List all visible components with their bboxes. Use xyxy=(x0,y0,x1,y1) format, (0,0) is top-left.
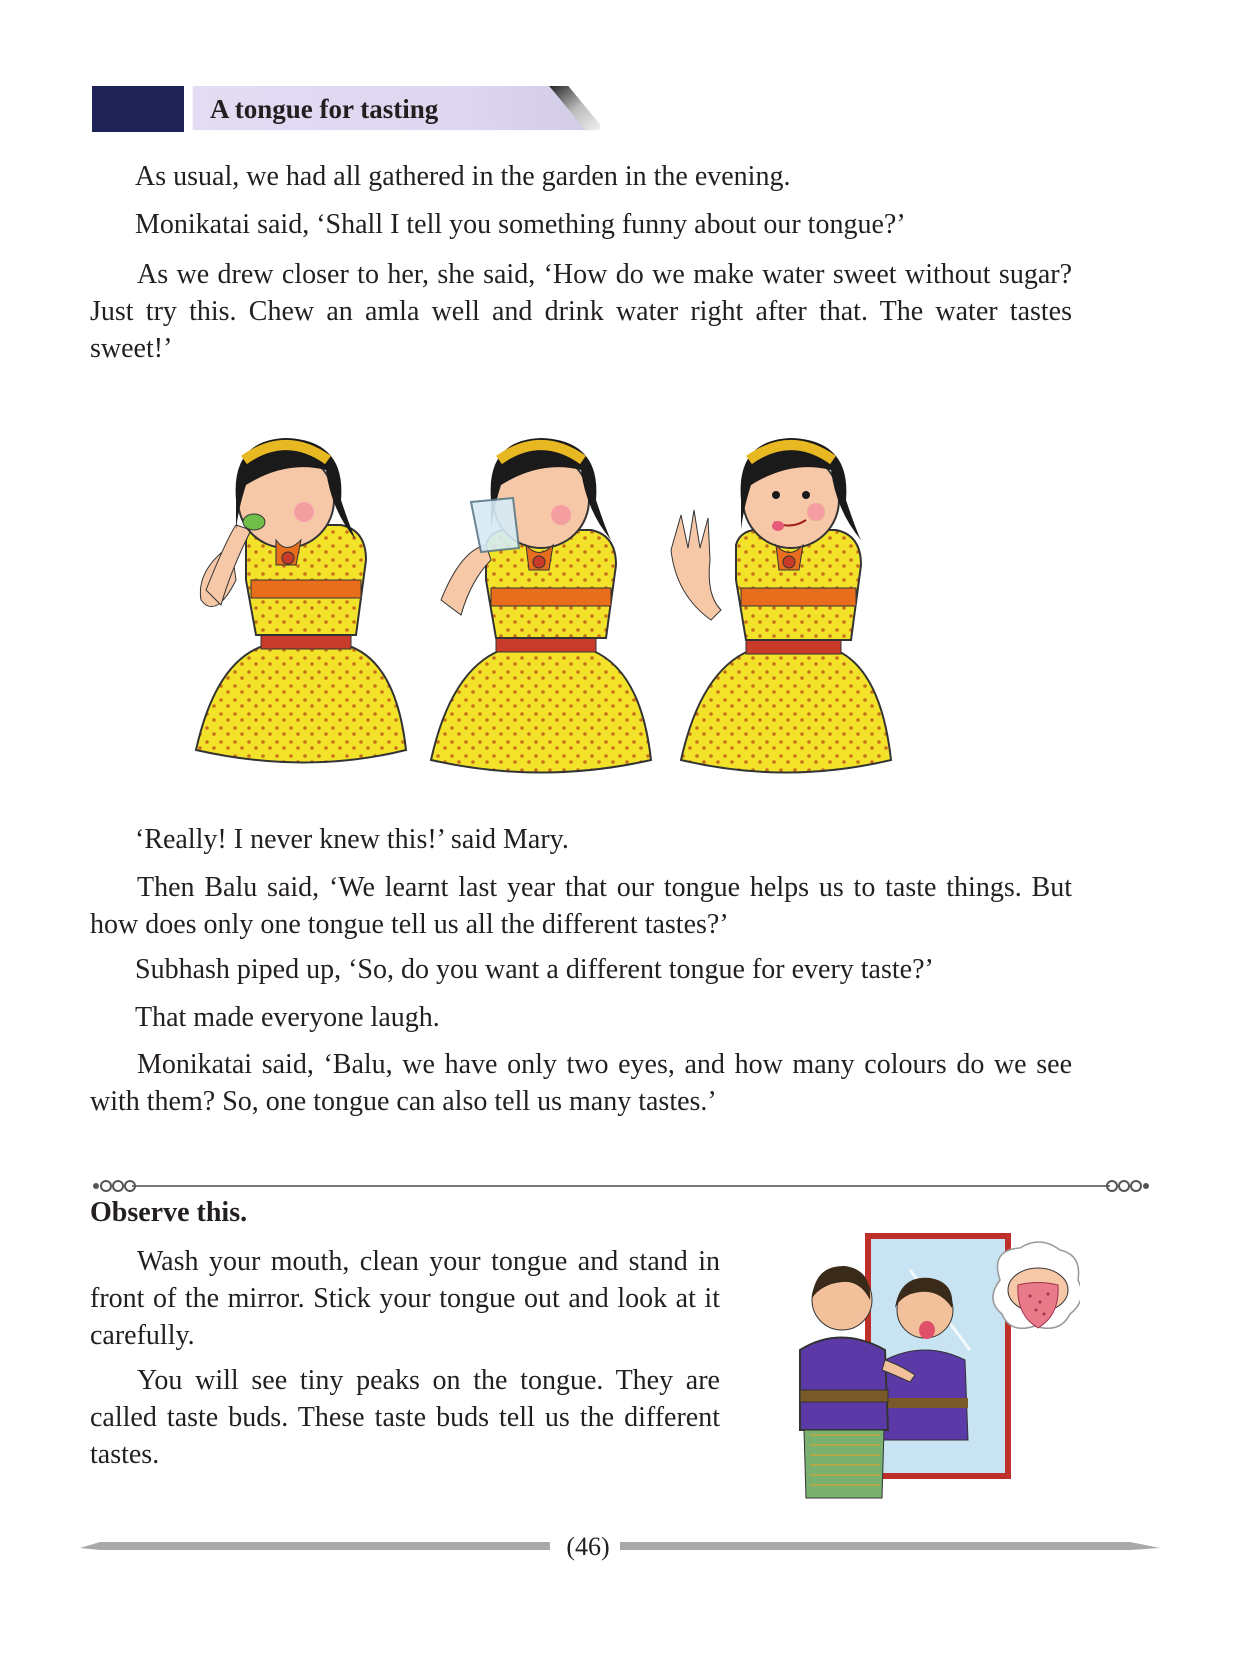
boy-mirror-illustration xyxy=(790,1230,1080,1500)
header-dark-block xyxy=(92,86,184,132)
girl-drinking-water xyxy=(431,438,651,773)
observe-paragraph: Wash your mouth, clean your tongue and stand in front of the mirror. Stick your tongue out and look at it carefully. xyxy=(90,1246,720,1351)
story-paragraph: Subhash piped up, ‘So, do you want a different tongue for every taste?’ xyxy=(135,954,934,985)
story-paragraph: Monikatai said, ‘Balu, we have only two eyes, and how many colours do we see with them? So, one tongue can also tell us many tastes.’ xyxy=(90,1049,1072,1117)
section-header xyxy=(92,86,600,134)
story-paragraph: As we drew closer to her, she said, ‘How do we make water sweet without sugar? Just try this. Chew an amla well and drink water right after that. The water tastes sweet!’ xyxy=(90,259,1072,364)
observe-heading: Observe this. xyxy=(90,1197,248,1228)
story-paragraph: ‘Really! I never knew this!’ said Mary. xyxy=(135,824,569,855)
story-paragraph: That made everyone laugh. xyxy=(135,1002,440,1033)
section-divider xyxy=(92,1178,1150,1194)
girl-licking-lips xyxy=(671,438,891,773)
story-paragraph: Monikatai said, ‘Shall I tell you something funny about our tongue?’ xyxy=(135,209,906,240)
story-paragraph: Then Balu said, ‘We learnt last year that our tongue helps us to taste things. But how does only one tongue tell us all the different tastes?’ xyxy=(90,872,1072,940)
girl-illustration-strip xyxy=(176,430,926,810)
observe-paragraph: You will see tiny peaks on the tongue. They are called taste buds. These taste buds tell us the different tastes. xyxy=(90,1365,720,1470)
page-title: A tongue for tasting xyxy=(210,94,439,124)
page-number: (46) xyxy=(566,1532,610,1561)
girl-chewing-amla xyxy=(196,438,406,763)
footer-bar xyxy=(80,1536,1160,1566)
story-paragraph: As usual, we had all gathered in the garden in the evening. xyxy=(135,161,791,192)
